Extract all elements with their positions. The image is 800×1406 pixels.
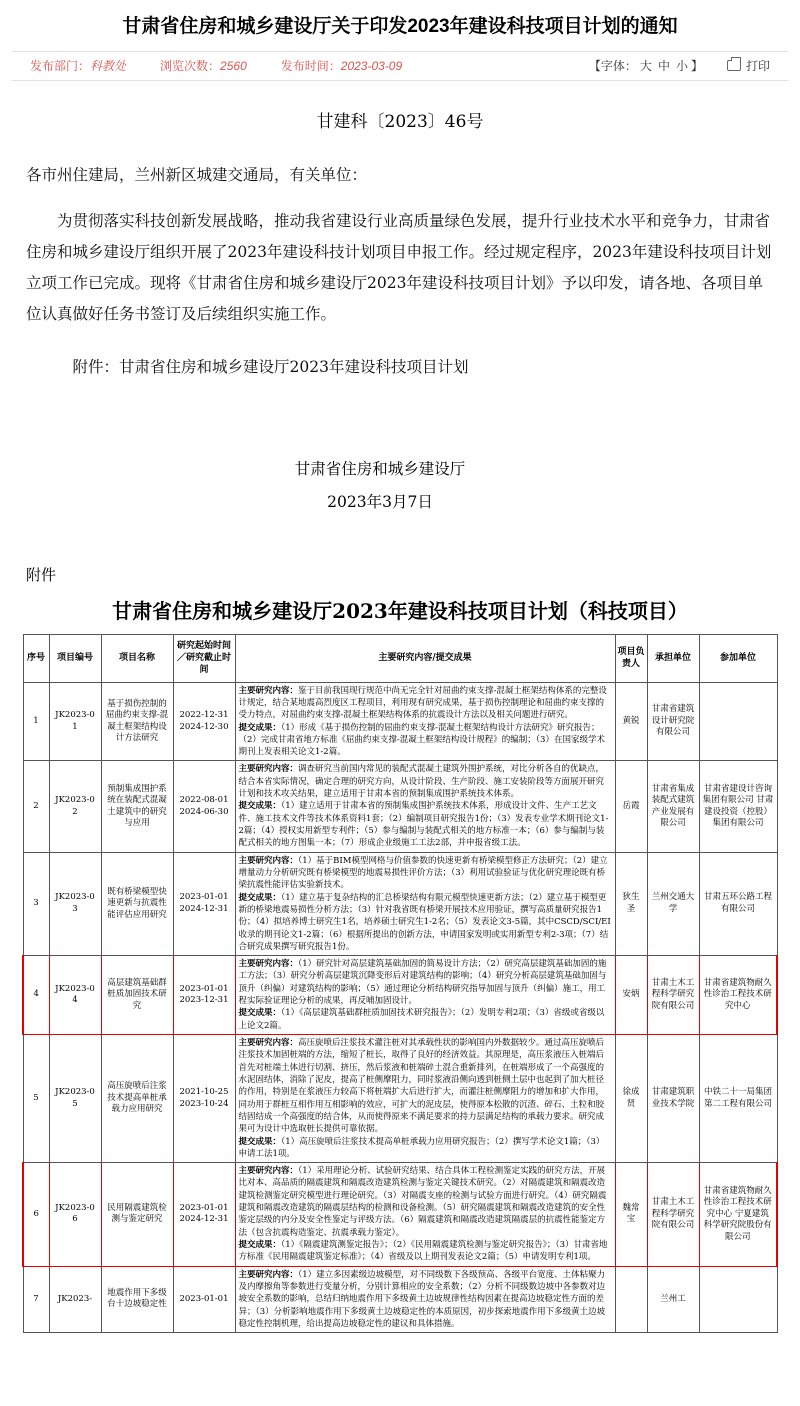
content-paragraph: 主要研究内容：（1）基于BIM模型网格与价值参数的快速更新有桥梁模型修正方法研究；（2）建立增量动力分析研究既有桥梁模型的地震易损性评价方法；（3）利用试验验证与优化研究理论既有桥梁抗震性能评估实验新技术。 — [238, 855, 608, 891]
cell-no: 2 — [23, 761, 49, 852]
content-paragraph: 主要研究内容：（1）建立多因素级边坡模型，对不同级数下各级预高、各级平台宽度、土体粘聚力及内摩擦角等参数进行变量分析，分别计算相应的安全系数；（2）分析不同级数边坡中各参数对边坡安全系数的影响，总结归纳地震作用下多级黄土边坡规律性结构因素在提高边坡稳定性方面的差异；（3）分析影响地震作用下多级黄土边坡稳定性的本质原因，初步探索地震作用下多级黄土边坡稳定性控制机理，给出提高边坡稳定性的建议和具体措施。 — [238, 1269, 606, 1329]
page-title: 甘肃省住房和城乡建设厅关于印发2023年建设科技项目计划的通知 — [122, 16, 678, 37]
content-paragraph: 提交成果：（1）建立适用于甘肃本省的预制集成围护系统技术体系，形成设计文件、生产工艺文件、施工技术文件等技术体系资料1套；（2）编制项目研究报告1份；（3）发表专业学术期刊论文1-2篇；（4）授权实用新型专利件；（5）参与编制与装配式相关的地方标准一本；（6）参与编制与装配式相关的地方图集一本；（7）形成企业级施工工法2部，并申报省级工法。 — [238, 801, 609, 849]
cell-name: 高层建筑基础群桩质加固技术研究 — [101, 956, 173, 1035]
cell-leader: 狄生圣 — [615, 852, 647, 956]
publish-date-value: 2023-03-09 — [340, 59, 403, 74]
cell-content — [235, 1163, 615, 1267]
content-paragraph: 主要研究内容：高压旋喷后注浆技术灌注桩对其承载性状的影响国内外数据较少。通过高压旋喷后注浆技术加固桩端的方法，缩短了桩长，取得了良好的经济效益。其原理是，高压浆液压入桩端后首先对桩端土体进行切割、挤压，然后浆液和桩端碎土混合重新排列，在桩端形成了一个高强度的水泥固结体，消除了泥皮，提高了桩侧摩阻力，同时浆液沿侧向透到桩侧土层中也起到了加大桩径的作用，特别是在浆液压力较高下将桩端扩大后进行扩大，而灌注桩侧摩阻力的增加和扩大作用，同功用于群桩互相作用互相影响的效应，可扩大的泥皮层，使得原本松散的沉渣、碎石、土粒和胶结固结成一个高强度的结合体，从而使得原来不满足要求的持力层满足结构的承载力要求。研究成果可为设计中选取桩长提供可靠依据。 — [238, 1038, 605, 1135]
table-row — [23, 1163, 777, 1267]
cell-no: 3 — [23, 852, 49, 956]
print-label: 打印 — [745, 59, 770, 74]
document-number: 甘建科〔2023〕46号 — [316, 111, 484, 132]
salutation: 各市州住建局，兰州新区城建交通局，有关单位： — [26, 165, 368, 184]
col-no: 序号 — [23, 635, 49, 682]
cell-leader: 黄锐 — [615, 682, 647, 761]
cell-dates — [173, 852, 235, 956]
cell-date-start: 2021-10-25 — [179, 1087, 229, 1098]
content-paragraph: 提交成果：（1）形成《基于损伤控制的屈曲约束支撑-混凝土框架结构设计方法研究》研究报告；（2）完成甘肃省地方标准《屈曲约束支撑-混凝土框架结构设计规程》的编制；（3）在国家级学术期刊上发表相关论文1-2篇。 — [238, 722, 605, 758]
cell-no: 5 — [23, 1035, 49, 1163]
publish-date-label: 发布时间： — [280, 59, 341, 74]
col-name: 项目名称 — [101, 635, 173, 682]
cell-content — [235, 761, 615, 852]
cell-name: 既有桥梁模型快速更新与抗震性能评估应用研究 — [101, 852, 173, 956]
font-size-medium[interactable]: 中 — [657, 59, 670, 74]
document-body — [0, 160, 800, 384]
col-partners: 参加单位 — [699, 635, 777, 682]
cell-code: JK2023- — [49, 1266, 101, 1333]
meta-right-tools — [589, 57, 770, 74]
cell-date-end: 2024-12-31 — [179, 903, 229, 914]
signer-date: 2023年3月7日 — [327, 492, 433, 511]
cell-content — [235, 956, 615, 1035]
cell-dates — [173, 1266, 235, 1333]
table-row — [23, 1266, 777, 1333]
cell-date-end: 2024-12-31 — [179, 1214, 229, 1225]
cell-date-start: 2023-01-01 — [179, 1202, 229, 1213]
content-paragraph: 主要研究内容：（1）采用理论分析、试验研究结果、结合具体工程检测鉴定实践的研究方法，开展比对本、高品质的隔震建筑和隔震改造建筑检测与鉴定关键技术研究。（2）对隔震建筑和隔震改造建筑检测鉴定研究模型进行理论研究。（3）对隔震支座的检测与试验方面进行研究。（4）研究隔震建筑和隔震改造建筑的隔震层结构的检测和设备检测。（5）研究隔震建筑和隔震改造建筑的安全性鉴定层级的内分及安全性鉴定与评级方法。（6）隔震建筑和隔震改造建筑隔震层的抗震性能鉴定方法（包含抗震构造鉴定、抗震承载力鉴定）。 — [238, 1166, 607, 1238]
cell-no: 7 — [23, 1266, 49, 1333]
cell-unit: 甘肃土木工程科学研究院有限公司 — [647, 1163, 699, 1267]
content-paragraph: 提交成果：（1）建立基于复杂结构的汇总桥梁结构有限元模型快速更新方法；（2）建立基于模型更新的桥梁地震易损性分析方法；（3）针对我省既有桥梁开展技术应用验证，撰写高质量研究报告1份；（4）拟培养博士研究生1名，培养硕士研究生1-2名；（5）发表论文3-5篇，其中CSCD/SCI/EI收录的期刊论文1-2篇；（6）根据所提出的创新方法，申请国家发明或实用新型专利2-3项；（7）结合研究成果撰写研究报告1份。 — [238, 892, 611, 952]
cell-name: 预制集成围护系统在装配式混凝土建筑中的研究与应用 — [101, 761, 173, 852]
table-row — [23, 761, 777, 852]
cell-name: 地震作用下多级台十边坡稳定性 — [101, 1266, 173, 1333]
cell-code: JK2023-02 — [49, 761, 101, 852]
cell-partners — [699, 1266, 777, 1333]
col-unit: 承担单位 — [647, 635, 699, 682]
col-code: 项目编号 — [49, 635, 101, 682]
font-size-small[interactable]: 小 — [675, 59, 688, 74]
cell-content — [235, 682, 615, 761]
table-row — [23, 1035, 777, 1163]
cell-unit: 甘肃土木工程科学研究院有限公司 — [647, 956, 699, 1035]
meta-bar — [12, 51, 788, 81]
attachment-table-title: 甘肃省住房和城乡建设厅2023年建设科技项目计划（科技项目） — [112, 599, 688, 624]
cell-date-start: 2022-08-01 — [179, 795, 229, 806]
cell-date-end: 2023-12-31 — [179, 995, 229, 1006]
cell-no: 4 — [23, 956, 49, 1035]
cell-code: JK2023-03 — [49, 852, 101, 956]
cell-no: 6 — [23, 1163, 49, 1267]
content-paragraph: 提交成果：（1）高压旋喷后注浆技术提高单桩承载力应用研究报告；（2）撰写学术论文1篇；（3）申请工法1项。 — [238, 1136, 605, 1159]
table-header-row — [23, 635, 777, 682]
signature-block — [0, 453, 800, 518]
publish-dept — [30, 57, 126, 74]
content-paragraph: 提交成果：（1）《高层建筑基础群桩质加固技术研究报告》；（2）发明专利2项；（3）省级或省级以上论文2篇。 — [238, 1008, 605, 1031]
print-button[interactable] — [727, 57, 770, 74]
view-count-label: 浏览次数： — [160, 59, 221, 74]
plan-table-body — [23, 682, 777, 1333]
cell-name: 民用隔震建筑检测与鉴定研究 — [101, 1163, 173, 1267]
content-paragraph: 提交成果：（1）《隔震建筑测鉴定报告》；（2）《民用隔震建筑检测与鉴定研究报告》；（3）甘肃省地方标准《民用隔震建筑鉴定标准》；（4）省级及以上期刊发表论文2篇；（5）申请发明专利1项。 — [238, 1240, 608, 1263]
col-content: 主要研究内容/提交成果 — [235, 635, 615, 682]
cell-date-start: 2023-01-01 — [179, 892, 229, 903]
cell-code: JK2023-05 — [49, 1035, 101, 1163]
cell-partners: 甘肃省建筑物耐久性诊治工程技术研究中心 — [699, 956, 777, 1035]
cell-no: 1 — [23, 682, 49, 761]
view-count-value: 2560 — [220, 59, 247, 74]
cell-content — [235, 1035, 615, 1163]
font-size-switcher — [589, 57, 703, 74]
font-size-label-end: 】 — [690, 59, 703, 74]
cell-date-start: 2023-01-01 — [179, 1293, 229, 1304]
font-size-large[interactable]: 大 — [639, 59, 652, 74]
content-paragraph: 主要研究内容：调查研究当前国内常见的装配式混凝土建筑外围护系统，对比分析各自的优缺点，结合本省实际情况，确定合理的研究方向，从设计阶段、生产阶段、施工安装阶段等方面展开研究计划和技术攻关结果，建立适用于甘肃本省的预制集成围护系统技术体系。 — [238, 764, 605, 800]
content-paragraph: 主要研究内容：鉴于目前我国现行规范中尚无完全针对屈曲约束支撑-混凝土框架结构体系的完整设计规定，结合某地震高烈度区工程项目，利用现有研究成果，基于损伤控制理论和屈曲约束支撑的受力特点，对屈曲约束支撑-混凝土框架结构体系的抗震设计方法以及相关问题进行研究。 — [238, 685, 607, 721]
cell-dates — [173, 956, 235, 1035]
cell-name: 基于损伤控制的屈曲约束支撑-混凝土框架结构设计方法研究 — [101, 682, 173, 761]
cell-leader: 徐成贤 — [615, 1035, 647, 1163]
cell-name: 高压旋喷后注浆技术提高单桩承载力应用研究 — [101, 1035, 173, 1163]
publish-date — [281, 57, 402, 74]
col-dates: 研究起始时间／研究截止时间 — [173, 635, 235, 682]
printer-icon — [727, 60, 741, 71]
cell-leader — [615, 1266, 647, 1333]
cell-unit: 兰州工 — [647, 1266, 699, 1333]
cell-content — [235, 852, 615, 956]
plan-table-wrap — [0, 634, 800, 1353]
cell-unit: 甘肃建筑职业技术学院 — [647, 1035, 699, 1163]
publish-dept-label: 发布部门： — [30, 59, 91, 74]
publish-dept-value: 科教处 — [90, 59, 127, 74]
cell-date-end: 2023-10-24 — [179, 1098, 229, 1109]
cell-unit: 兰州交通大学 — [647, 852, 699, 956]
cell-date-start: 2022-12-31 — [179, 710, 229, 721]
cell-date-end: 2024-06-30 — [179, 806, 229, 817]
table-row — [23, 682, 777, 761]
cell-partners: 甘肃省建筑物耐久性诊治工程技术研究中心 宁夏建筑科学研究院股份有限公司 — [699, 1163, 777, 1267]
body-paragraph-1: 为贯彻落实科技创新发展战略，推动我省建设行业高质量绿色发展，提升行业技术水平和竞争力，甘肃省住房和城乡建设厅组织开展了2023年建设科技计划项目申报工作。经过规定程序，2023年建设科技项目计划立项工作已完成。现将《甘肃省住房和城乡建设厅2023年建设科技项目计划》予以印发，请各地、各项目单位认真做好任务书签订及后续组织实施工作。 — [26, 212, 772, 324]
cell-partners: 中铁二十一局集团第二工程有限公司 — [699, 1035, 777, 1163]
attachment-line: 附件：甘肃省住房和城乡建设厅2023年建设科技项目计划 — [72, 358, 469, 377]
cell-leader: 岳霞 — [615, 761, 647, 852]
view-count — [160, 57, 247, 74]
cell-dates — [173, 1163, 235, 1267]
cell-code: JK2023-01 — [49, 682, 101, 761]
attachment-label: 附件 — [26, 566, 57, 585]
font-size-label: 【字体： — [588, 59, 637, 74]
table-row — [23, 956, 777, 1035]
table-row — [23, 852, 777, 956]
cell-partners: 甘肃五环公路工程有限公司 — [699, 852, 777, 956]
cell-unit: 甘肃省建筑设计研究院有限公司 — [647, 682, 699, 761]
cell-code: JK2023-06 — [49, 1163, 101, 1267]
cell-leader: 安炳 — [615, 956, 647, 1035]
cell-code: JK2023-04 — [49, 956, 101, 1035]
cell-date-start: 2023-01-01 — [179, 983, 229, 994]
col-leader: 项目负责人 — [615, 635, 647, 682]
signer-name: 甘肃省住房和城乡建设厅 — [294, 460, 466, 479]
cell-dates — [173, 682, 235, 761]
cell-dates — [173, 761, 235, 852]
cell-unit: 甘肃省集成装配式建筑产业发展有限公司 — [647, 761, 699, 852]
content-paragraph: 主要研究内容：（1）研究针对高层建筑基础加固的简易设计方法；（2）研究高层建筑基础加固的施工方法；（3）研究分析高层建筑沉降变形后对建筑结构的影响；（4）研究分析高层建筑基础加固与顶升（纠偏）对建筑结构的影响；（5）通过理论分析结构研究指导加固与顶升（纠偏）施工，用工程实际验证理论分析的成果，再反哺加固设计。 — [238, 959, 607, 1007]
cell-partners — [699, 682, 777, 761]
cell-content — [235, 1266, 615, 1333]
cell-leader: 魏常宝 — [615, 1163, 647, 1267]
plan-table — [22, 634, 778, 1333]
cell-partners: 甘肃省建设计咨询集团有限公司 甘肃建设投资（控股）集团有限公司 — [699, 761, 777, 852]
cell-date-end: 2024-12-30 — [179, 721, 229, 732]
cell-dates — [173, 1035, 235, 1163]
